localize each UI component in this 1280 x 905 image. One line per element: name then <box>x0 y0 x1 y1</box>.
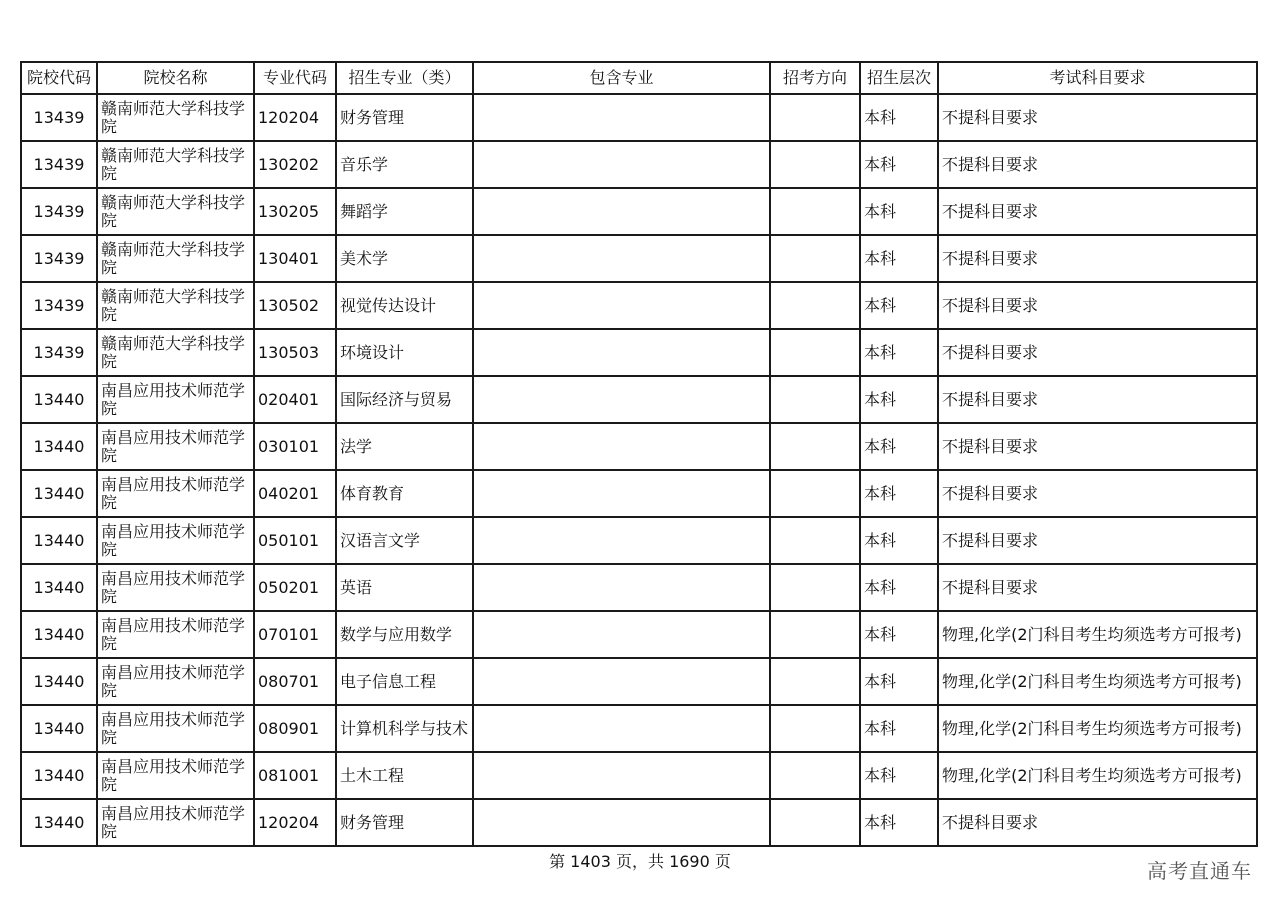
cell-major-code: 120204 <box>254 799 336 846</box>
cell-level: 本科 <box>860 611 938 658</box>
cell-school-name: 南昌应用技术师范学院 <box>97 705 254 752</box>
cell-major: 美术学 <box>336 235 473 282</box>
cell-major: 汉语言文学 <box>336 517 473 564</box>
cell-direction <box>770 470 860 517</box>
header-major: 招生专业（类） <box>336 62 473 94</box>
cell-school-code: 13440 <box>21 470 97 517</box>
cell-school-code: 13440 <box>21 705 97 752</box>
cell-direction <box>770 564 860 611</box>
cell-school-code: 13439 <box>21 329 97 376</box>
cell-major-code: 070101 <box>254 611 336 658</box>
header-requirement: 考试科目要求 <box>938 62 1257 94</box>
cell-major-code: 081001 <box>254 752 336 799</box>
table-row <box>21 188 1257 235</box>
cell-school-name: 赣南师范大学科技学院 <box>97 235 254 282</box>
cell-school-name: 南昌应用技术师范学院 <box>97 564 254 611</box>
cell-level: 本科 <box>860 141 938 188</box>
cell-school-name: 南昌应用技术师范学院 <box>97 658 254 705</box>
cell-school-name: 赣南师范大学科技学院 <box>97 329 254 376</box>
cell-requirement: 不提科目要求 <box>938 423 1257 470</box>
cell-level: 本科 <box>860 705 938 752</box>
cell-school-name: 南昌应用技术师范学院 <box>97 470 254 517</box>
cell-direction <box>770 752 860 799</box>
header-direction: 招考方向 <box>770 62 860 94</box>
cell-requirement: 不提科目要求 <box>938 94 1257 141</box>
table-header-row <box>21 62 1257 94</box>
cell-major-code: 130202 <box>254 141 336 188</box>
cell-direction <box>770 282 860 329</box>
cell-major-code: 080701 <box>254 658 336 705</box>
cell-includes <box>473 282 770 329</box>
cell-includes <box>473 752 770 799</box>
cell-direction <box>770 705 860 752</box>
cell-school-code: 13440 <box>21 611 97 658</box>
cell-major: 英语 <box>336 564 473 611</box>
header-includes: 包含专业 <box>473 62 770 94</box>
cell-major: 环境设计 <box>336 329 473 376</box>
cell-includes <box>473 94 770 141</box>
cell-level: 本科 <box>860 188 938 235</box>
cell-school-name: 赣南师范大学科技学院 <box>97 282 254 329</box>
cell-requirement: 不提科目要求 <box>938 141 1257 188</box>
cell-level: 本科 <box>860 658 938 705</box>
cell-direction <box>770 376 860 423</box>
cell-major: 财务管理 <box>336 94 473 141</box>
cell-level: 本科 <box>860 235 938 282</box>
header-major-code: 专业代码 <box>254 62 336 94</box>
cell-school-name: 南昌应用技术师范学院 <box>97 799 254 846</box>
header-school-code: 院校代码 <box>21 62 97 94</box>
table-row <box>21 517 1257 564</box>
cell-major-code: 080901 <box>254 705 336 752</box>
cell-school-code: 13440 <box>21 752 97 799</box>
cell-level: 本科 <box>860 329 938 376</box>
cell-school-code: 13440 <box>21 517 97 564</box>
cell-school-code: 13439 <box>21 235 97 282</box>
cell-direction <box>770 94 860 141</box>
cell-level: 本科 <box>860 376 938 423</box>
cell-requirement: 不提科目要求 <box>938 799 1257 846</box>
cell-major: 土木工程 <box>336 752 473 799</box>
cell-includes <box>473 235 770 282</box>
cell-major-code: 030101 <box>254 423 336 470</box>
admissions-table <box>20 61 1258 847</box>
cell-includes <box>473 470 770 517</box>
cell-requirement: 不提科目要求 <box>938 188 1257 235</box>
table-row <box>21 235 1257 282</box>
table-row <box>21 611 1257 658</box>
cell-school-name: 南昌应用技术师范学院 <box>97 423 254 470</box>
cell-includes <box>473 423 770 470</box>
cell-major: 电子信息工程 <box>336 658 473 705</box>
table-row <box>21 282 1257 329</box>
cell-school-name: 南昌应用技术师范学院 <box>97 517 254 564</box>
cell-school-name: 赣南师范大学科技学院 <box>97 141 254 188</box>
table-row <box>21 376 1257 423</box>
cell-major-code: 020401 <box>254 376 336 423</box>
cell-includes <box>473 376 770 423</box>
cell-school-code: 13439 <box>21 141 97 188</box>
cell-major: 音乐学 <box>336 141 473 188</box>
cell-requirement: 物理,化学(2门科目考生均须选考方可报考) <box>938 752 1257 799</box>
cell-direction <box>770 141 860 188</box>
page-footer: 第 1403 页，共 1690 页 <box>549 852 731 871</box>
cell-major-code: 040201 <box>254 470 336 517</box>
table-row <box>21 470 1257 517</box>
cell-direction <box>770 658 860 705</box>
cell-major: 体育教育 <box>336 470 473 517</box>
cell-direction <box>770 329 860 376</box>
cell-includes <box>473 611 770 658</box>
cell-requirement: 不提科目要求 <box>938 470 1257 517</box>
table-row <box>21 564 1257 611</box>
cell-requirement: 物理,化学(2门科目考生均须选考方可报考) <box>938 658 1257 705</box>
cell-level: 本科 <box>860 94 938 141</box>
cell-direction <box>770 517 860 564</box>
cell-major: 舞蹈学 <box>336 188 473 235</box>
table-row <box>21 329 1257 376</box>
cell-requirement: 物理,化学(2门科目考生均须选考方可报考) <box>938 611 1257 658</box>
header-school-name: 院校名称 <box>97 62 254 94</box>
cell-major-code: 120204 <box>254 94 336 141</box>
cell-school-code: 13440 <box>21 799 97 846</box>
cell-requirement: 物理,化学(2门科目考生均须选考方可报考) <box>938 705 1257 752</box>
cell-school-code: 13440 <box>21 658 97 705</box>
cell-level: 本科 <box>860 470 938 517</box>
cell-requirement: 不提科目要求 <box>938 376 1257 423</box>
table-row <box>21 658 1257 705</box>
table-row <box>21 799 1257 846</box>
cell-major: 法学 <box>336 423 473 470</box>
table-row <box>21 141 1257 188</box>
cell-major: 数学与应用数学 <box>336 611 473 658</box>
cell-direction <box>770 188 860 235</box>
cell-school-name: 南昌应用技术师范学院 <box>97 376 254 423</box>
table-row <box>21 94 1257 141</box>
cell-includes <box>473 329 770 376</box>
table-body <box>21 94 1257 846</box>
table-row <box>21 705 1257 752</box>
cell-direction <box>770 235 860 282</box>
cell-school-code: 13439 <box>21 94 97 141</box>
cell-direction <box>770 423 860 470</box>
cell-requirement: 不提科目要求 <box>938 517 1257 564</box>
table-row <box>21 752 1257 799</box>
cell-includes <box>473 188 770 235</box>
cell-major-code: 050201 <box>254 564 336 611</box>
table-row <box>21 423 1257 470</box>
cell-major: 财务管理 <box>336 799 473 846</box>
watermark: 高考直通车 <box>1147 859 1252 883</box>
cell-school-name: 赣南师范大学科技学院 <box>97 94 254 141</box>
cell-major-code: 130401 <box>254 235 336 282</box>
cell-includes <box>473 799 770 846</box>
cell-includes <box>473 517 770 564</box>
cell-direction <box>770 611 860 658</box>
cell-school-name: 南昌应用技术师范学院 <box>97 752 254 799</box>
cell-includes <box>473 658 770 705</box>
cell-major: 视觉传达设计 <box>336 282 473 329</box>
cell-requirement: 不提科目要求 <box>938 329 1257 376</box>
cell-requirement: 不提科目要求 <box>938 235 1257 282</box>
cell-level: 本科 <box>860 282 938 329</box>
cell-major: 国际经济与贸易 <box>336 376 473 423</box>
header-level: 招生层次 <box>860 62 938 94</box>
cell-level: 本科 <box>860 799 938 846</box>
cell-level: 本科 <box>860 517 938 564</box>
cell-level: 本科 <box>860 423 938 470</box>
cell-includes <box>473 564 770 611</box>
cell-school-name: 赣南师范大学科技学院 <box>97 188 254 235</box>
cell-major-code: 130502 <box>254 282 336 329</box>
cell-direction <box>770 799 860 846</box>
cell-school-code: 13440 <box>21 376 97 423</box>
cell-school-code: 13440 <box>21 564 97 611</box>
cell-school-code: 13440 <box>21 423 97 470</box>
cell-major-code: 130503 <box>254 329 336 376</box>
cell-school-name: 南昌应用技术师范学院 <box>97 611 254 658</box>
cell-level: 本科 <box>860 752 938 799</box>
cell-major: 计算机科学与技术 <box>336 705 473 752</box>
cell-includes <box>473 141 770 188</box>
cell-requirement: 不提科目要求 <box>938 282 1257 329</box>
cell-level: 本科 <box>860 564 938 611</box>
cell-requirement: 不提科目要求 <box>938 564 1257 611</box>
cell-major-code: 130205 <box>254 188 336 235</box>
cell-major-code: 050101 <box>254 517 336 564</box>
cell-school-code: 13439 <box>21 188 97 235</box>
cell-school-code: 13439 <box>21 282 97 329</box>
cell-includes <box>473 705 770 752</box>
